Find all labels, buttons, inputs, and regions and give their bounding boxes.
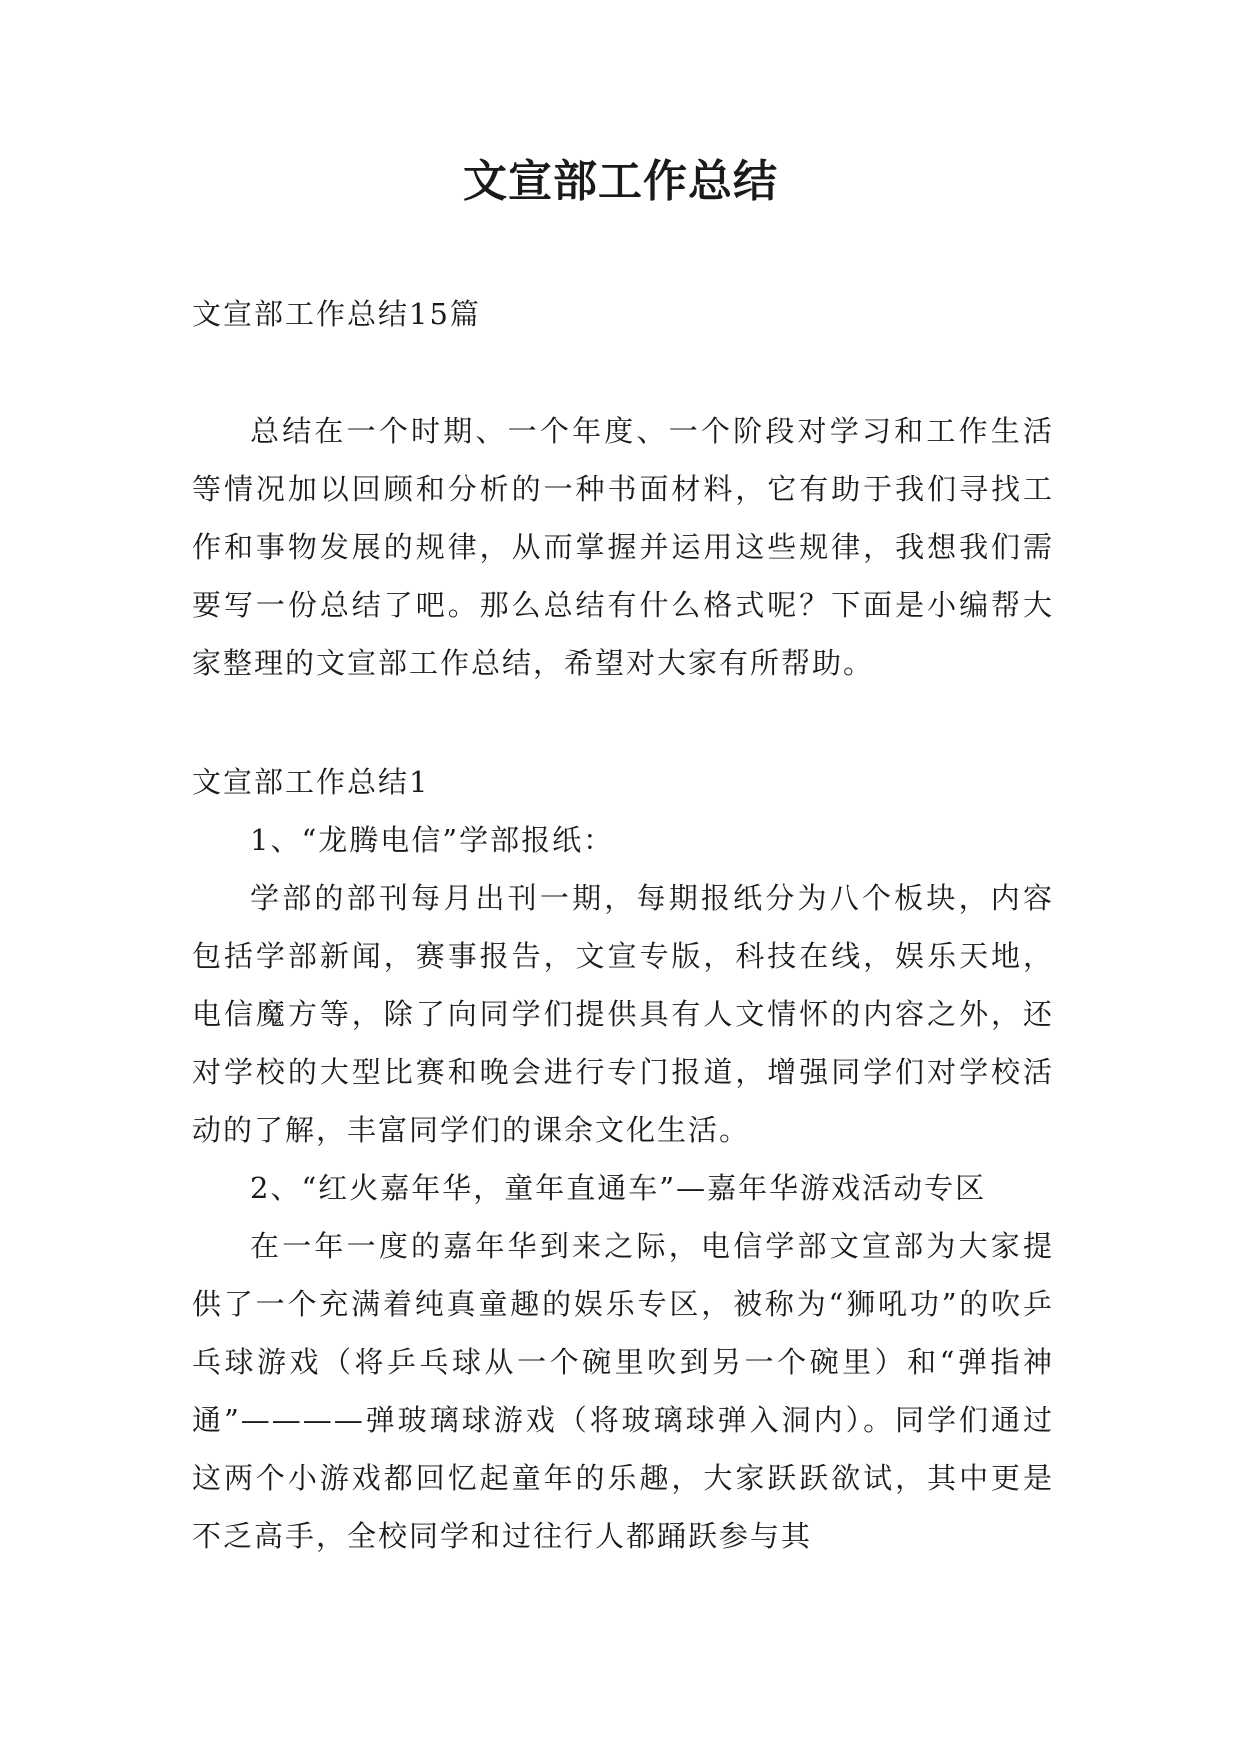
section-heading: 文宣部工作总结1 <box>192 765 430 799</box>
item-2-text: 在一年一度的嘉年华到来之际，电信学部文宣部为大家提供了一个充满着纯真童趣的娱乐专区，被称为“狮吼功”的吹乒乓球游戏（将乒乓球从一个碗里吹到另一个碗里）和“弹指神通”————弹玻璃球游戏（将玻璃球弹入洞内）。同学们通过这两个小游戏都回忆起童年的乐趣，大家跃跃欲试，其中更是不乏高手，全校同学和过往行人都踊跃参与其 <box>192 1229 1054 1553</box>
intro-block <box>192 402 1054 692</box>
item-2-title: 2、“红火嘉年华，童年直通车”—嘉年华游戏活动专区 <box>250 1171 987 1205</box>
item-1-text: 学部的部刊每月出刊一期，每期报纸分为八个板块，内容包括学部新闻，赛事报告，文宣专版，科技在线，娱乐天地，电信魔方等，除了向同学们提供具有人文情怀的内容之外，还对学校的大型比赛和晚会进行专门报道，增强同学们对学校活动的了解，丰富同学们的课余文化生活。 <box>192 881 1054 1147</box>
section-1 <box>192 753 1054 1565</box>
intro-paragraph: 总结在一个时期、一个年度、一个阶段对学习和工作生活等情况加以回顾和分析的一种书面材料，它有助于我们寻找工作和事物发展的规律，从而掌握并运用这些规律，我想我们需要写一份总结了吧。那么总结有什么格式呢？下面是小编帮大家整理的文宣部工作总结，希望对大家有所帮助。 <box>192 414 1054 680</box>
document-subtitle: 文宣部工作总结15篇 <box>192 297 481 331</box>
document-title: 文宣部工作总结 <box>463 156 778 207</box>
item-1-title: 1、“龙腾电信”学部报纸： <box>250 823 615 857</box>
